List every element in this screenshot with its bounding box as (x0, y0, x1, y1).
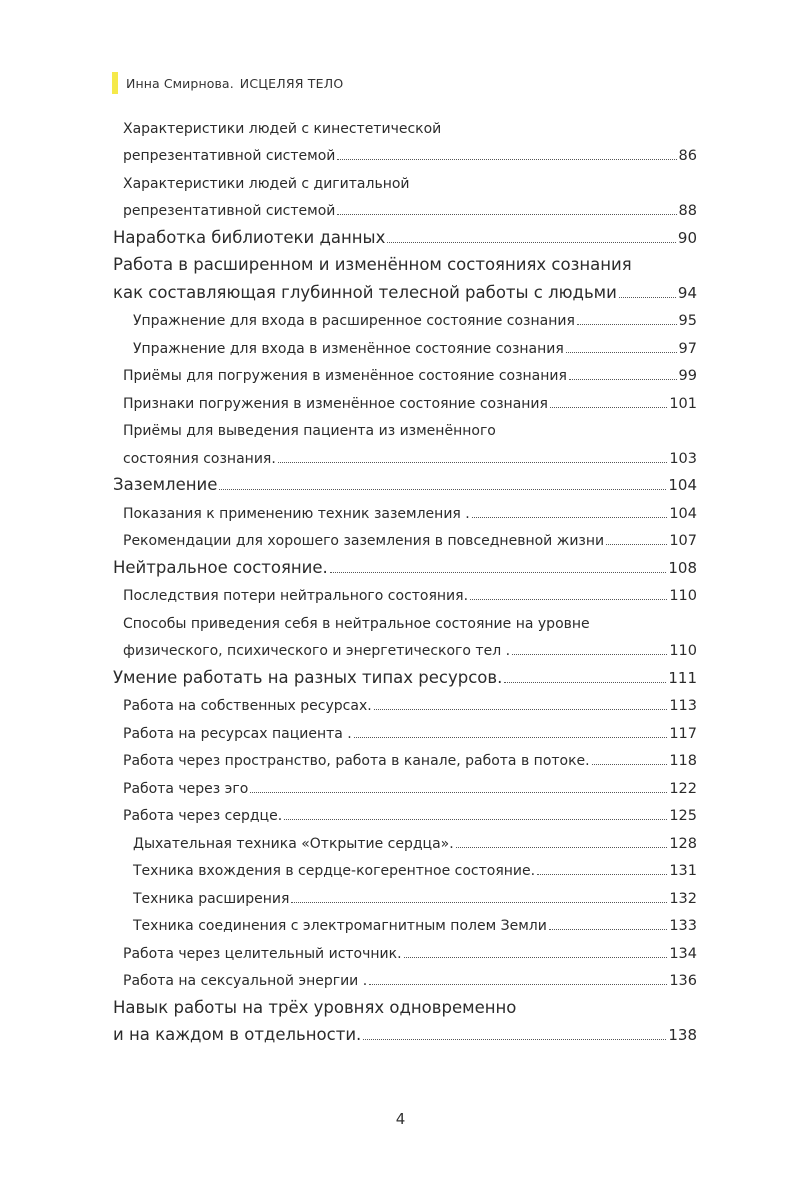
dot-leader (337, 159, 676, 160)
toc-entry-title: Работа на ресурсах пациента . (123, 725, 352, 742)
toc-entry-page: 134 (669, 945, 697, 962)
toc-entry-page: 103 (669, 450, 697, 467)
toc-entry-page: 104 (669, 505, 697, 522)
toc-entry-title: Техника расширения (133, 890, 290, 907)
toc-entry-title: Характеристики людей с дигитальной (123, 175, 410, 192)
toc-entry[interactable] (0, 774, 801, 802)
toc-entry-title: Упражнение для входа в изменённое состояние сознания (133, 340, 564, 357)
toc-entry-page: 113 (669, 698, 697, 714)
toc-entry-title: Дыхательная техника «Открытие сердца». (133, 835, 454, 852)
toc-entry-page: 131 (669, 863, 697, 879)
toc-entry-page: 94 (677, 283, 697, 302)
toc-entry-page: 107 (669, 533, 697, 549)
dot-leader (537, 874, 667, 875)
toc-entry-page: 117 (669, 725, 697, 742)
toc-entry-title: Работа через целительный источник. (123, 945, 402, 962)
toc-entry-title: Навык работы на трёх уровнях одновременно (113, 997, 517, 1017)
toc-entry-page: 132 (669, 890, 697, 907)
toc-entry-page: 104 (668, 476, 697, 494)
toc-entry[interactable] (0, 499, 801, 527)
dot-leader (387, 242, 676, 243)
toc-entry-title: Упражнение для входа в расширенное состояние сознания (133, 313, 575, 329)
toc-entry-title: Заземление (113, 475, 218, 494)
toc-entry[interactable] (0, 747, 801, 775)
toc-entry-title: Нейтральное состояние. (113, 557, 328, 577)
toc-entry-title: Техника соединения с электромагнитным полем Земли (133, 918, 547, 934)
dot-leader (566, 352, 677, 353)
dot-leader (219, 489, 666, 490)
toc-entry-title: состояния сознания. (123, 450, 276, 467)
toc-entry-title: Наработка библиотеки данных (113, 227, 386, 247)
dot-leader (278, 462, 668, 463)
toc-entry-continued[interactable] (0, 994, 801, 1022)
book-title: ИСЦЕЛЯЯ ТЕЛО (239, 75, 344, 91)
toc-entry[interactable] (0, 967, 801, 995)
toc-entry-continued[interactable] (0, 609, 801, 637)
toc-entry-title: Признаки погружения в изменённое состояние сознания (123, 395, 548, 412)
toc-entry-title: Работа в расширенном и изменённом состояниях сознания (113, 255, 632, 274)
dot-leader (577, 324, 677, 325)
toc-entry-continued[interactable] (0, 114, 801, 142)
accent-bar (112, 72, 118, 94)
toc-entry[interactable] (0, 307, 801, 335)
dot-leader (550, 407, 667, 408)
toc-entry-page: 133 (669, 918, 697, 934)
toc-entry-title: и на каждом в отдельности. (113, 1025, 362, 1044)
dot-leader (369, 984, 667, 985)
dot-leader (284, 819, 667, 820)
running-head (112, 72, 343, 94)
dot-leader (354, 737, 668, 738)
toc-entry[interactable] (0, 279, 801, 307)
toc-entry[interactable] (0, 719, 801, 747)
toc-entry-title: Работа через эго (123, 780, 249, 797)
dot-leader (606, 544, 667, 545)
dot-leader (472, 517, 668, 518)
toc-entry-title: Приёмы для погружения в изменённое состояние сознания (123, 368, 567, 384)
toc-entry-title: Умение работать на разных типах ресурсов. (113, 667, 503, 687)
toc-entry-title: Рекомендации для хорошего заземления в повседневной жизни (123, 533, 605, 549)
toc-entry[interactable] (0, 554, 801, 582)
toc-entry[interactable] (0, 362, 801, 390)
dot-leader (337, 214, 676, 215)
dot-leader (404, 957, 668, 958)
toc-entry-title: Работа на собственных ресурсах. (123, 698, 372, 714)
toc-entry-title: Показания к применению техник заземления . (123, 505, 470, 522)
toc-entry-page: 97 (678, 340, 697, 357)
toc-entry-title: Работа через пространство, работа в канале, работа в потоке. (123, 753, 590, 769)
toc-entry[interactable] (0, 444, 801, 472)
toc-entry-page: 138 (668, 1026, 697, 1044)
toc-entry-page: 118 (669, 753, 697, 769)
toc-entry-title: Характеристики людей с кинестетической (123, 120, 442, 137)
dot-leader (250, 792, 667, 793)
dot-leader (374, 709, 668, 710)
toc-entry[interactable] (0, 637, 801, 665)
dot-leader (456, 847, 668, 848)
toc-entry-page: 136 (669, 973, 697, 989)
toc-entry[interactable] (0, 389, 801, 417)
toc-entry-page: 125 (669, 808, 697, 824)
toc-entry[interactable] (0, 582, 801, 610)
page-number: 4 (395, 1110, 406, 1128)
toc-entry-title: репрезентативной системой (123, 203, 336, 219)
toc-entry[interactable] (0, 1022, 801, 1050)
dot-leader (512, 654, 667, 655)
toc-entry[interactable] (0, 857, 801, 885)
toc-entry-page: 110 (669, 588, 697, 604)
toc-entry[interactable] (0, 692, 801, 720)
toc-entry[interactable] (0, 224, 801, 252)
toc-entry-page: 128 (669, 835, 697, 852)
toc-entry-page: 101 (669, 395, 697, 412)
toc-entry[interactable] (0, 939, 801, 967)
dot-leader (470, 599, 667, 600)
toc-entry[interactable] (0, 802, 801, 830)
toc-entry[interactable] (0, 912, 801, 940)
toc-entry-page: 110 (669, 643, 697, 659)
table-of-contents (0, 114, 801, 1049)
toc-entry-continued[interactable] (0, 417, 801, 445)
toc-entry-page: 95 (678, 313, 697, 329)
toc-entry-page: 88 (678, 203, 697, 219)
toc-entry[interactable] (0, 664, 801, 692)
toc-entry[interactable] (0, 334, 801, 362)
author-name: Инна Смирнова. (126, 75, 234, 91)
toc-entry-title: репрезентативной системой (123, 148, 336, 164)
toc-entry-title: Работа на сексуальной энергии . (123, 973, 368, 989)
dot-leader (363, 1039, 666, 1040)
toc-entry[interactable] (0, 527, 801, 555)
toc-entry[interactable] (0, 472, 801, 500)
toc-entry-title: Приёмы для выведения пациента из изменённого (123, 423, 496, 439)
toc-entry[interactable] (0, 884, 801, 912)
dot-leader (569, 379, 677, 380)
toc-entry-title: Последствия потери нейтрального состояния. (123, 588, 469, 604)
toc-entry-title: Способы приведения себя в нейтральное состояние на уровне (123, 615, 590, 632)
toc-entry-page: 99 (678, 368, 697, 384)
toc-entry-continued[interactable] (0, 252, 801, 280)
toc-entry-page: 90 (677, 228, 697, 247)
dot-leader (330, 572, 667, 573)
toc-entry-page: 108 (668, 558, 697, 577)
toc-entry-page: 86 (678, 148, 697, 164)
toc-entry[interactable] (0, 142, 801, 170)
toc-entry[interactable] (0, 197, 801, 225)
toc-entry-title: Работа через сердце. (123, 808, 283, 824)
toc-entry-continued[interactable] (0, 169, 801, 197)
toc-entry-title: Техника вхождения в сердце-когерентное состояние. (133, 863, 536, 879)
toc-entry-title: физического, психического и энергетического тел . (123, 643, 511, 659)
dot-leader (291, 902, 667, 903)
toc-entry-page: 111 (668, 668, 697, 687)
dot-leader (504, 682, 666, 683)
dot-leader (619, 297, 676, 298)
toc-entry[interactable] (0, 829, 801, 857)
toc-entry-title: как составляющая глубинной телесной работы с людьми (113, 282, 617, 302)
dot-leader (549, 929, 668, 930)
toc-entry-page: 122 (669, 780, 697, 797)
dot-leader (592, 764, 668, 765)
